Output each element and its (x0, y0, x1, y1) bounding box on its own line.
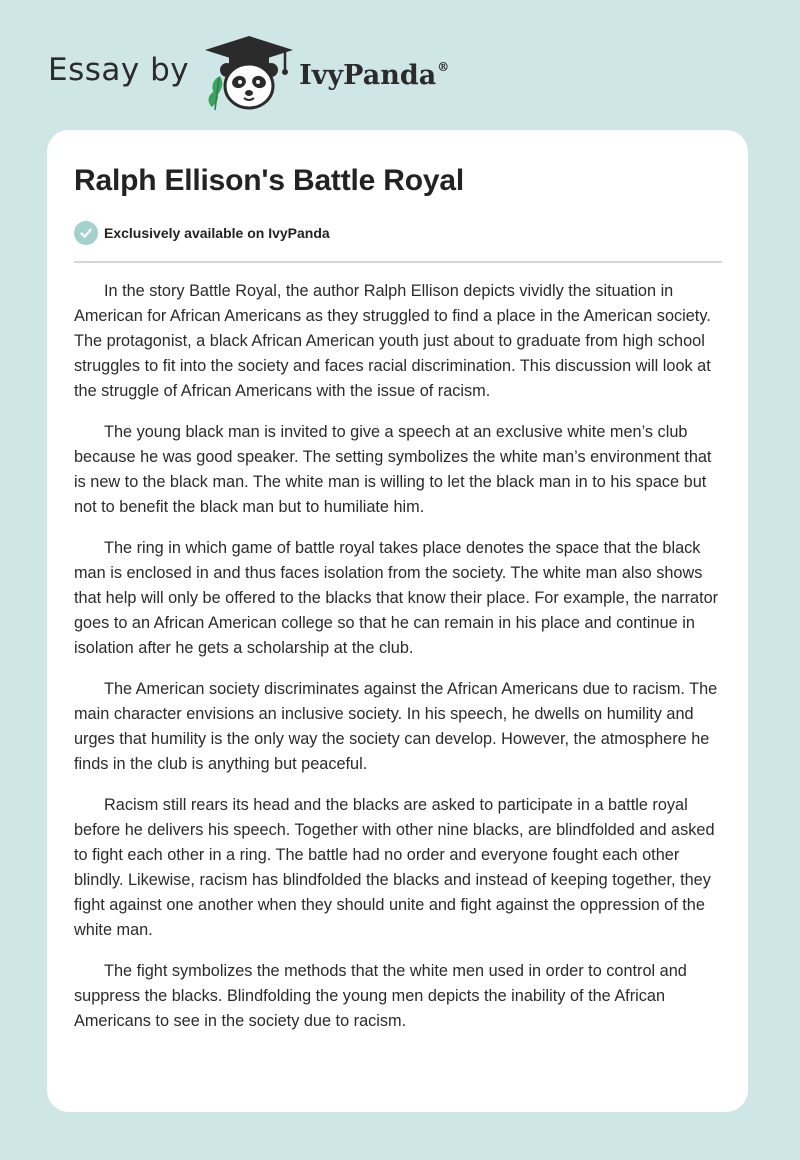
registered-mark: ® (437, 59, 450, 74)
ivy-leaf-icon (209, 76, 223, 110)
ivypanda-logo-icon[interactable] (203, 36, 295, 112)
paragraph: The American society discriminates against the African Americans due to racism. The main character envisions an inclusive society. In his speech, he dwells on humility and urges that humility is the only way the society can develop. However, the atmosphere he finds in the club is anything but peaceful. (74, 680, 718, 773)
paragraph: The ring in which game of battle royal takes place denotes the space that the black man is enclosed in and thus faces isolation from the society. The white man also shows that help will only be offered to the blacks that know their place. For example, the narrator goes to an African American college so that he can remain in his place and continue in isolation after he gets a scholarship at the club. (74, 539, 719, 657)
ivypanda-wordmark[interactable] (299, 60, 449, 91)
paragraph: The fight symbolizes the methods that the white men used in order to control and suppress the blacks. Blindfolding the young men depicts the inability of the African Americans to see in the society due to racism. (74, 962, 687, 1030)
check-icon (74, 221, 98, 245)
page-title: Ralph Ellison's Battle Royal (74, 164, 464, 197)
paragraph: In the story Battle Royal, the author Ralph Ellison depicts vividly the situation in American for African Americans as they struggled to find a place in the American society. The protagonist, a black African American youth just about to graduate from high school struggles to fit into the society and faces racial discrimination. This discussion will look at the struggle of African Americans with the issue of racism. (74, 282, 711, 400)
paragraph: The young black man is invited to give a speech at an exclusive white men’s club because he was good speaker. The setting symbolizes the white man’s environment that is new to the black man. The white man is willing to let the black man in to his space but not to benefit the black man but to humiliate him. (74, 423, 712, 516)
essay-card (47, 130, 748, 1112)
essay-body (74, 279, 724, 1050)
site-header (48, 36, 449, 112)
brand-name: IvyPanda (299, 59, 437, 91)
exclusive-badge (74, 221, 330, 245)
title-divider (74, 261, 722, 263)
essay-by-label: Essay by (48, 52, 190, 88)
exclusive-label: Exclusively available on IvyPanda (104, 225, 330, 241)
paragraph: Racism still rears its head and the blacks are asked to participate in a battle royal before he delivers his speech. Together with other nine blacks, are blindfolded and asked to fight each other in a ring. The battle had no order and everyone fought each other blindly. Likewise, racism has blindfolded the blacks and instead of keeping together, they fight against one another when they should unite and fight against the oppression of the white man. (74, 796, 715, 939)
